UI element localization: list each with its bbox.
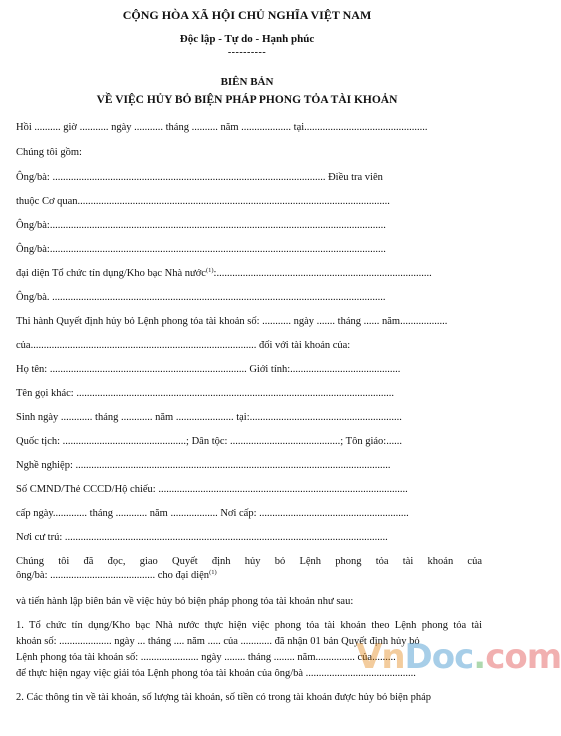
participants-heading: Chúng tôi gồm: [16, 147, 82, 158]
vndoc-watermark: VnDoc.com [356, 637, 561, 677]
agency-line: thuộc Cơ quan....................................................................................................................... [16, 196, 390, 207]
residence-line: Nơi cư trú: ........................................................................................................................... [16, 532, 388, 543]
participant-line-2: Ông/bà:................................................................................................................................ [16, 244, 386, 255]
item-2-line-1: 2. Các thông tin về tài khoản, số lượng tài khoản, số tiền có trong tài khoản được hủy bỏ biện pháp [16, 692, 431, 703]
bank-representative-line: đại diện Tổ chức tín dụng/Kho bạc Nhà nước$^{(1)}$:.................................................................................. [16, 267, 432, 279]
participant-line-1: Ông/bà:................................................................................................................................ [16, 220, 386, 231]
document-subtitle: VỀ VIỆC HỦY BỎ BIỆN PHÁP PHONG TỎA TÀI KHOẢN [96, 94, 398, 106]
time-place-line: Hồi .......... giờ ........... ngày ........... tháng .......... năm ................... tại............................................... [16, 122, 428, 133]
decision-line: Thi hành Quyết định hủy bỏ Lệnh phong tỏa tài khoản số: ........... ngày ....... tháng ...... năm.................. [16, 316, 448, 327]
birth-line: Sinh ngày ............ tháng ............ năm ...................... tại:.......................................................... [16, 412, 402, 423]
minutes-intro-line: và tiến hành lập biên bản về việc hủy bỏ biện pháp phong tỏa tài khoản như sau: [16, 596, 354, 607]
investigator-line: Ông/bà: ........................................................................................................ Điều tra viên [16, 172, 383, 183]
item-1-line-4: để thực hiện ngay việc giải tỏa Lệnh phong tỏa tài khoản của ông/bà .......................................... [16, 668, 416, 679]
participant-line-3: Ông/bà. ............................................................................................................................... [16, 292, 386, 303]
document-title: BIÊN BẢN [220, 76, 274, 88]
id-number-line: Số CMND/Thẻ CCCD/Hộ chiếu: ............................................................................................... [16, 484, 408, 495]
country-header: CỘNG HÒA XÃ HỘI CHỦ NGHĨA VIỆT NAM [122, 8, 372, 22]
read-decision-line: Chúng tôi đã đọc, giao Quyết định hủy bỏ Lệnh phong tỏa tài khoản của [16, 556, 482, 567]
footnote-ref: (1) [205, 267, 214, 274]
header-divider: ---------- [227, 47, 267, 58]
item-1-line-3: Lệnh phong tỏa tài khoản số: ...................... ngày ........ tháng ........ năm............... của......... [16, 652, 396, 663]
nationality-line: Quốc tịch: ...............................................; Dân tộc: ..........................................; Tôn giáo:...... [16, 436, 402, 447]
handover-line: ông/bà: ........................................ cho đại diện$^{(1)}$ [16, 569, 217, 581]
item-1-line-2: khoản số: .................... ngày ... tháng .... năm ..... của ............ đã nhận 01 bản Quyết định hủy bỏ [16, 636, 420, 647]
account-owner-line: của...................................................................................... đối với tài khoản của: [16, 340, 351, 351]
name-gender-line: Họ tên: ........................................................................... Giới tính:.......................................... [16, 364, 401, 375]
item-1-line-1: 1. Tổ chức tín dụng/Kho bạc Nhà nước thực hiện việc phong tỏa tài khoản theo Lệnh phong tỏa tài [16, 620, 482, 631]
motto: Độc lập - Tự do - Hạnh phúc [179, 33, 315, 45]
issue-date-line: cấp ngày............. tháng ............ năm .................. Nơi cấp: ......................................................... [16, 508, 409, 519]
footnote-ref-2: (1) [209, 569, 217, 576]
occupation-line: Nghề nghiệp: ........................................................................................................................ [16, 460, 391, 471]
alias-line: Tên gọi khác: ......................................................................................................................... [16, 388, 394, 399]
